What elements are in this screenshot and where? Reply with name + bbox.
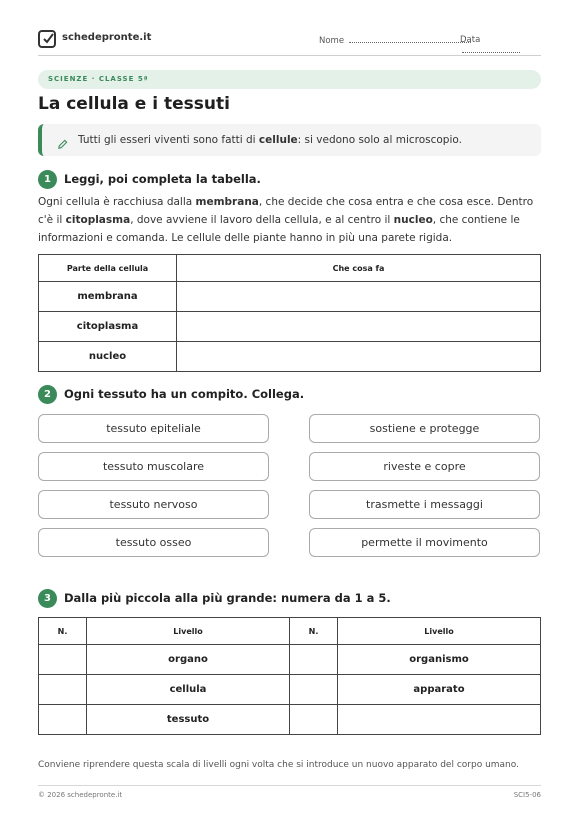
column-header: Livello: [338, 618, 541, 645]
table-row: [39, 645, 541, 675]
level-label: organo: [87, 645, 290, 675]
name-field[interactable]: Nome: [319, 35, 471, 46]
level-label: [338, 705, 541, 735]
page-title: La cellula e i tessuti: [38, 94, 230, 114]
column-header: N.: [290, 618, 338, 645]
answer-cell[interactable]: [177, 312, 541, 342]
answer-cell[interactable]: [177, 342, 541, 372]
checkbox-logo-icon: [38, 30, 56, 48]
section-title: Leggi, poi completa la tabella.: [64, 172, 261, 186]
match-right-item[interactable]: sostiene e protegge: [309, 414, 540, 443]
table-row: [39, 312, 541, 342]
paragraph-text: , che contiene le informazioni e comanda. Le cellule delle piante hanno in più una parete rigida.: [38, 214, 520, 244]
page-footer: [38, 785, 541, 799]
match-left-item[interactable]: tessuto epiteliale: [38, 414, 269, 443]
number-input-cell[interactable]: [290, 645, 338, 675]
pencil-icon: [57, 135, 68, 154]
number-input-cell[interactable]: [39, 645, 87, 675]
paragraph-text: , che decide che cosa entra e che cosa esce. Dentro c'è il: [38, 196, 534, 226]
level-label: apparato: [338, 675, 541, 705]
table-row: [39, 705, 541, 735]
column-header: Che cosa fa: [177, 255, 541, 282]
section-number-badge: 1: [38, 170, 57, 189]
table-row: [39, 342, 541, 372]
cell-part-label: membrana: [39, 282, 177, 312]
worksheet-code: SCI5-06: [513, 791, 541, 799]
match-right-item[interactable]: permette il movimento: [309, 528, 540, 557]
key-term: membrana: [195, 196, 259, 208]
paragraph-text: , dove avviene il lavoro della cellula, e al centro il: [130, 214, 394, 226]
cell-parts-table: [38, 254, 541, 372]
date-field[interactable]: Data: [460, 35, 541, 56]
table-row: [39, 282, 541, 312]
brand-name: schedepronte.it: [62, 32, 152, 43]
section-title: Dalla più piccola alla più grande: numera da 1 a 5.: [64, 591, 391, 605]
answer-cell[interactable]: [177, 282, 541, 312]
column-header: N.: [39, 618, 87, 645]
level-label: tessuto: [87, 705, 290, 735]
column-header: Parte della cellula: [39, 255, 177, 282]
callout-box: [38, 124, 541, 156]
level-label: cellula: [87, 675, 290, 705]
cell-part-label: citoplasma: [39, 312, 177, 342]
match-left-item[interactable]: tessuto nervoso: [38, 490, 269, 519]
number-input-cell[interactable]: [39, 675, 87, 705]
callout-text: Tutti gli esseri viventi sono fatti di cellule: si vedono solo al microscopio.: [78, 134, 462, 146]
paragraph-text: Ogni cellula è racchiusa dalla: [38, 196, 196, 208]
number-input-cell[interactable]: [290, 705, 338, 735]
number-input-cell[interactable]: [39, 705, 87, 735]
table-row: [39, 675, 541, 705]
match-left-item[interactable]: tessuto muscolare: [38, 452, 269, 481]
teacher-note: Conviene riprendere questa scala di livelli ogni volta che si introduce un nuovo apparato del corpo umano.: [38, 760, 519, 770]
section-number-badge: 2: [38, 385, 57, 404]
key-term: nucleo: [393, 214, 433, 226]
section-number-badge: 3: [38, 589, 57, 608]
column-header: Livello: [87, 618, 290, 645]
cell-part-label: nucleo: [39, 342, 177, 372]
copyright-text: © 2026 schedepronte.it: [38, 791, 123, 799]
levels-table: [38, 617, 541, 735]
subject-pill: SCIENZE · CLASSE 5ª: [38, 70, 541, 89]
match-right-item[interactable]: trasmette i messaggi: [309, 490, 540, 519]
key-term: citoplasma: [65, 214, 131, 226]
level-label: organismo: [338, 645, 541, 675]
number-input-cell[interactable]: [290, 675, 338, 705]
section-title: Ogni tessuto ha un compito. Collega.: [64, 387, 305, 401]
page-header: [38, 28, 541, 56]
match-left-item[interactable]: tessuto osseo: [38, 528, 269, 557]
reading-paragraph: [38, 193, 541, 247]
match-right-item[interactable]: riveste e copre: [309, 452, 540, 481]
